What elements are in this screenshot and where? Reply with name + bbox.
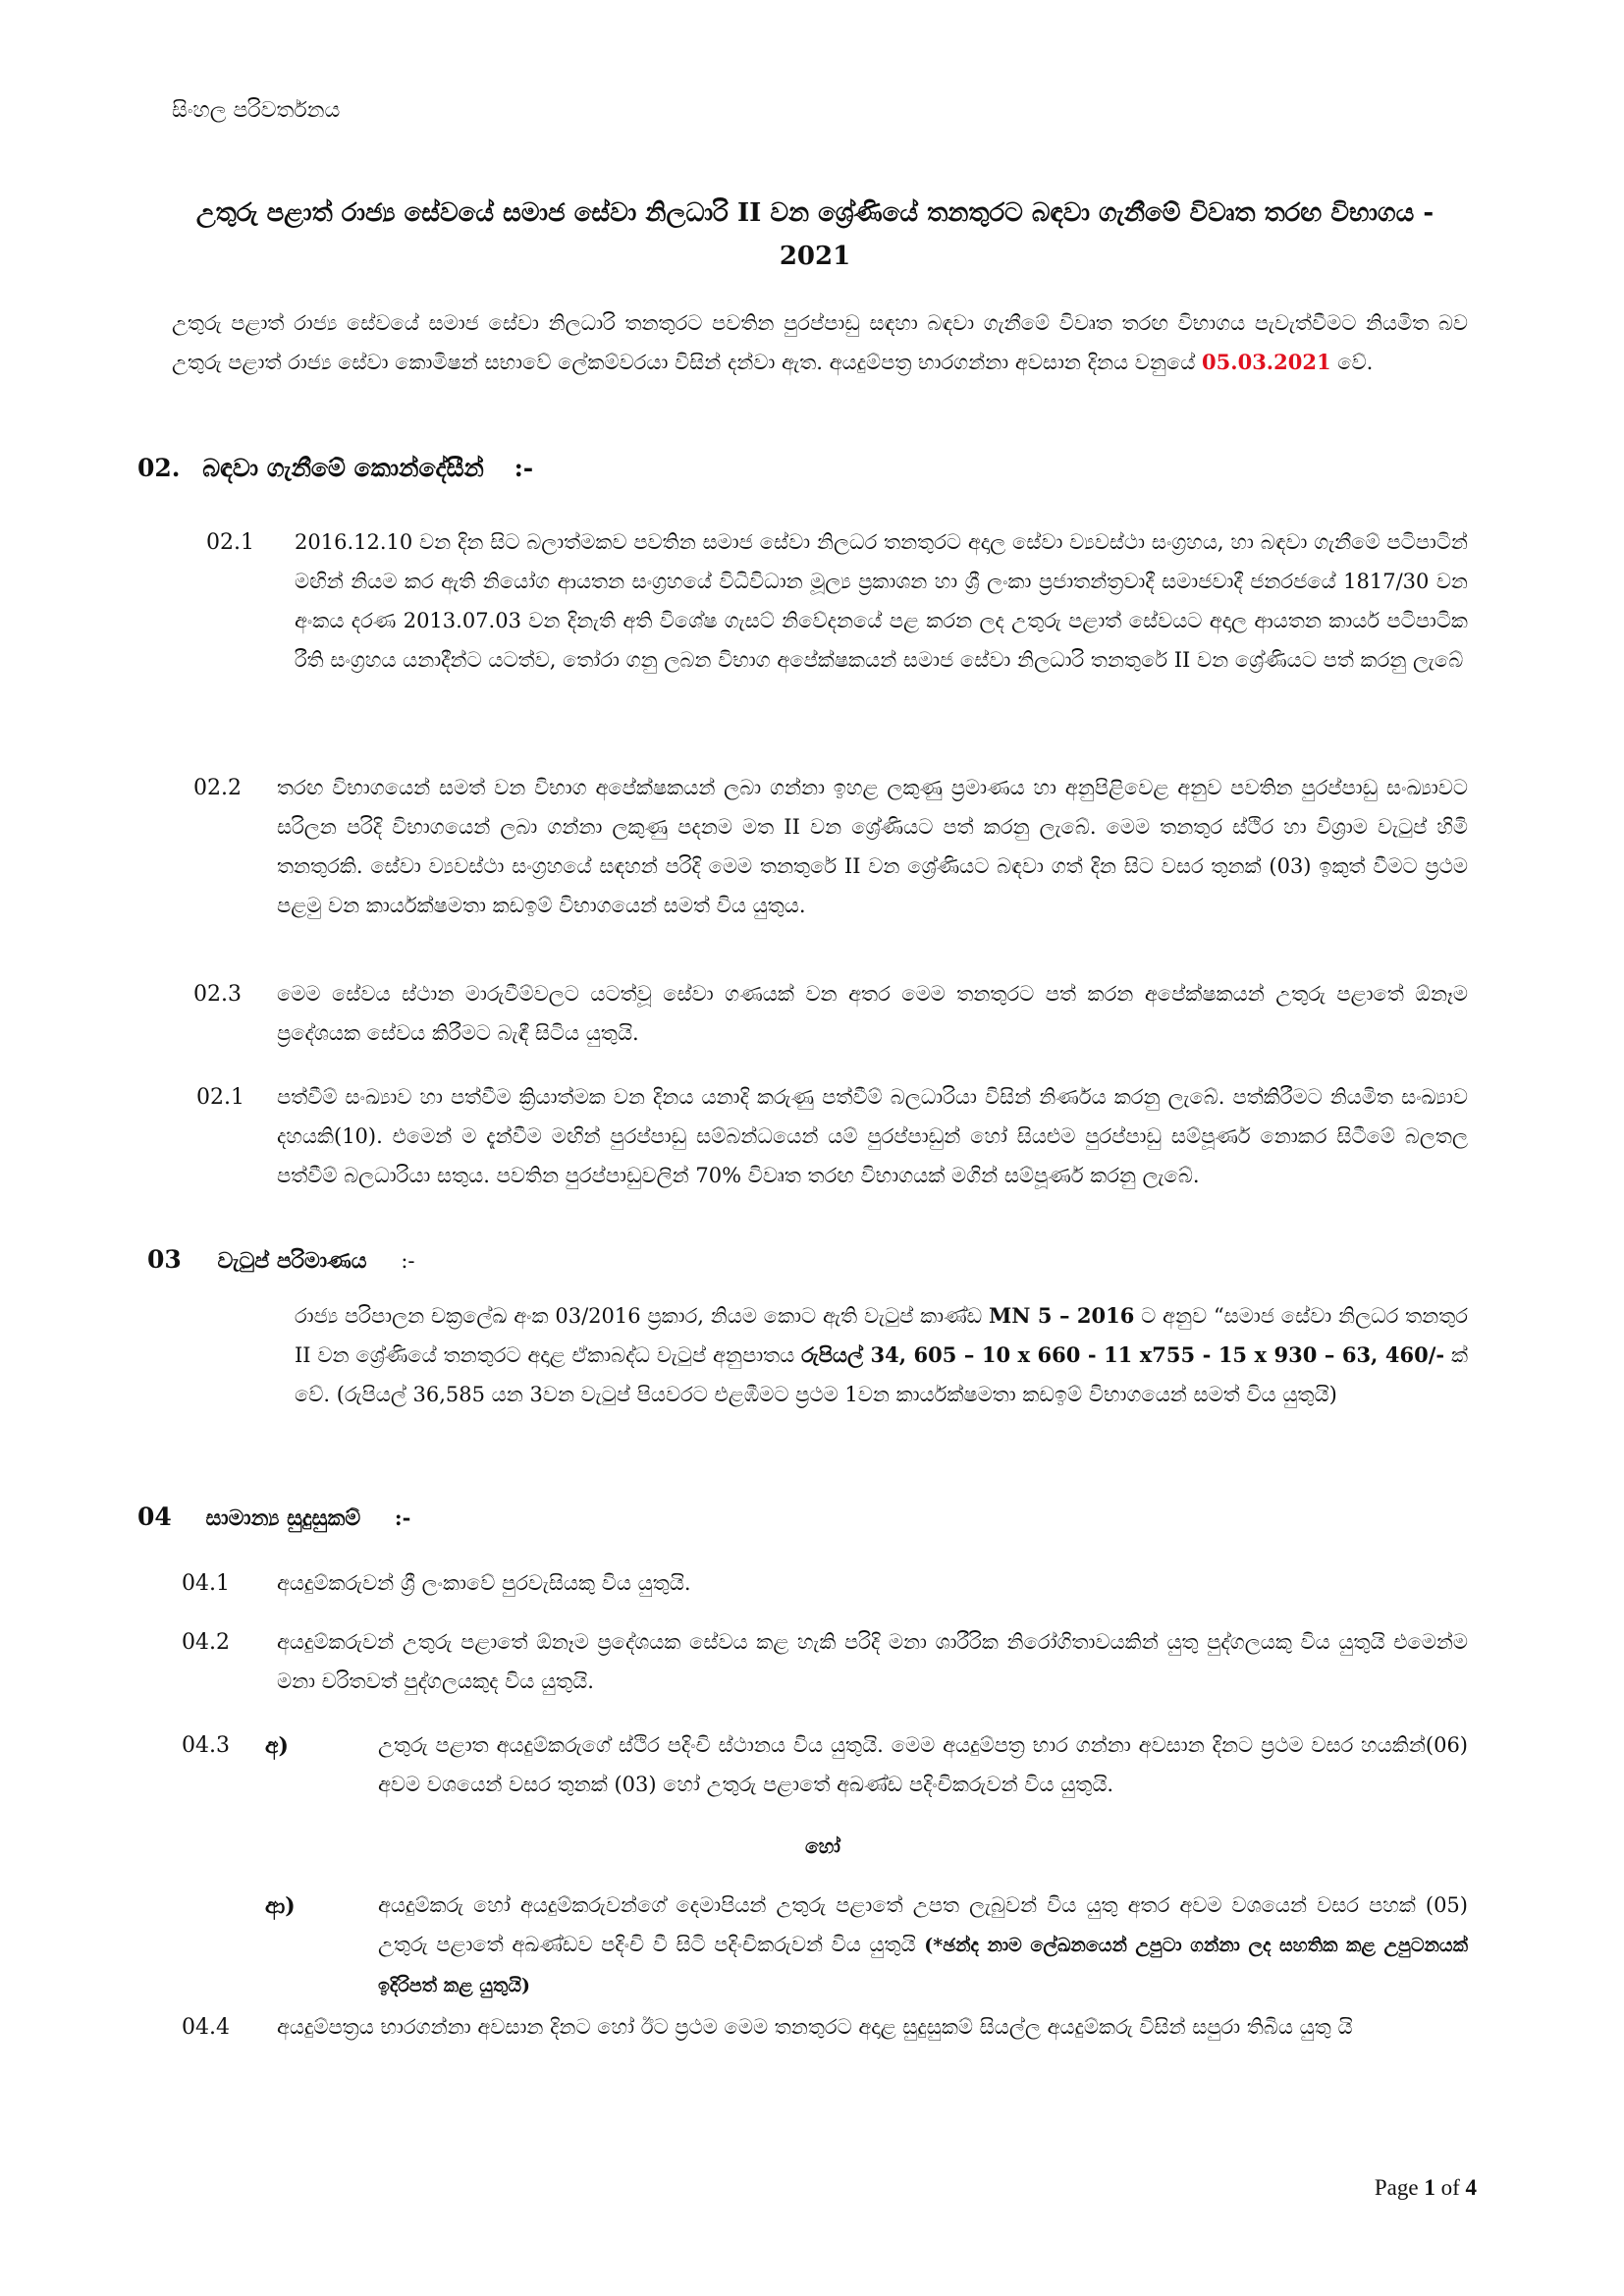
item-02-4-number: 02.1 xyxy=(196,1085,244,1110)
intro-text: උතුරු පළාත් රාජ්‍ය සේවයේ සමාජ සේවා නිලධාරි තනතුරට පවතින පුරප්පාඩු සඳහා බඳවා ගැනීමේ විවෘත තරඟ විභාගය පැවැත්වීමට නියමිත බව උතුරු පළාත් රාජ්‍ය සේවා කොමිෂන් සභාවේ ලේකම්වරයා විසින් දන්වා ඇත. අයදුම්පත්‍ර භාරගන්නා අවසාන දිනය වනුයේ xyxy=(172,311,1468,374)
section-02-heading xyxy=(137,454,533,483)
section-04-suffix: :- xyxy=(394,1505,411,1530)
page-total: 4 xyxy=(1465,2175,1477,2200)
salary-text-b: ට අනුව “සමාජ සේවා නිලධර තනතුර II වන ශ්‍රේණියේ තනතුරට අදාළ ඒකාබද්ධ වැටුප් අනුපාතය xyxy=(295,1304,1468,1367)
language-note: සිංහල පරිවර්තනය xyxy=(172,98,341,123)
item-04-1-number: 04.1 xyxy=(182,1571,230,1596)
page-of-label: of xyxy=(1440,2175,1460,2200)
salary-text-a: රාජ්‍ය පරිපාලන චක්‍රලේඛ අංක 03/2016 ප්‍රකාර, නියම කොට ඇති වැටුප් කාණ්ඩ xyxy=(295,1304,983,1328)
section-03-number: 03 xyxy=(147,1245,182,1274)
item-04-3-b-body: අයදුම්කරු හෝ අයදුම්කරුවන්ගේ දෙමාපියන් උතුරු පළාතේ උපත ලැබුවන් විය යුතු අතර අවම වශයෙන් වසර පහක් (05) උතුරු පළාතේ අඛණ්ඩව පදිංචි වී සිටි පදිංචිකරුවන් විය යුතුයි xyxy=(378,1893,1468,1956)
item-04-3-b-note: (*ඡන්ද නාම ලේඛනයෙන් උපුටා ගන්නා ලද සහතික කළ උපුටනයක් ඉදිරිපත් කළ යුතුයි) xyxy=(378,1935,1468,1996)
section-03-heading xyxy=(147,1245,415,1274)
item-02-2-number: 02.2 xyxy=(193,776,242,800)
section-02-title: බඳවා ගැනීමේ කොන්දේසීන් xyxy=(202,454,484,482)
page-label: Page xyxy=(1374,2175,1419,2200)
section-04-title: සාමාන්‍ය සුදුසුකම් xyxy=(205,1505,361,1531)
item-02-3-text: මෙම සේවය ස්ථාන මාරුවීම්වලට යටත්වූ සේවා ගණයක් වන අතර මෙම තනතුරට පත් කරන අපේක්ෂකයන් උතුරු පළාතේ ඕනෑම ප්‍රදේශයක සේවය කිරීමට බැඳී සිටිය යුතුයි. xyxy=(277,982,1468,1045)
section-03-title: වැටුප් පරිමාණය xyxy=(217,1248,367,1274)
item-04-2-number: 04.2 xyxy=(182,1630,230,1655)
item-04-4-number: 04.4 xyxy=(182,2015,230,2040)
item-04-4-text: අයදුම්පත්‍රය භාරගන්නා අවසාන දිනට හෝ ඊට ප්‍රථම මෙම තනතුරට අදාළ සුදුසුකම් සියල්ල අයදුම්කරු විසින් සපුරා තිබිය යුතු යි xyxy=(277,2015,1353,2039)
section-02-number: 02. xyxy=(137,454,181,482)
intro-tail: වේ. xyxy=(1337,351,1374,374)
section-04-number: 04 xyxy=(137,1503,172,1531)
section-03-text xyxy=(295,1296,1468,1414)
item-04-1-text: අයදුම්කරුවන් ශ්‍රී ලංකාවේ පුරවැසියකු විය යුතුයි. xyxy=(277,1571,691,1595)
section-02-suffix: :- xyxy=(514,454,534,482)
page-current: 1 xyxy=(1424,2175,1435,2200)
item-02-1-number: 02.1 xyxy=(206,530,254,555)
item-04-3-a-text: උතුරු පළාත අයදුම්කරුගේ ස්ථිර පදිංචි ස්ථානය විය යුතුයි. මෙම අයදුම්පත්‍ර භාර ගන්නා අවසාන දිනට ප්‍රථම වසර හයකින්(06) අවම වශයෙන් වසර තුනක් (03) හෝ උතුරු පළාතේ අඛණ්ඩ පදිංචිකරුවන් විය යුතුයි. xyxy=(378,1733,1468,1796)
item-04-2-text: අයදුම්කරුවන් උතුරු පළාතේ ඕනෑම ප්‍රදේශයක සේවය කළ හැකි පරිදි මනා ශාරීරික නිරෝගිතාවයකින් යුතු පුද්ගලයකු විය යුතුයි එමෙන්ම මනා චරිතවත් පුද්ගලයකුද විය යුතුයි. xyxy=(277,1630,1468,1693)
item-04-3-number: 04.3 xyxy=(182,1733,230,1758)
salary-text-c: ක් වේ. (රුපියල් 36,585 යන 3වන වැටුප් පියවරට එළඹීමට ප්‍රථම 1වන කාර්යක්ෂමතා කඩඉම් විභාගයෙන් සමත් විය යුතුයි) xyxy=(295,1343,1468,1406)
page-number xyxy=(1375,2175,1477,2201)
item-02-2-text: තරඟ විභාගයෙන් සමත් වන විභාග අපේක්ෂකයන් ලබා ගන්නා ඉහළ ලකුණු ප්‍රමාණය හා අනුපිළිවෙළ අනුව පවතින පුරප්පාඩු සංඛ්‍යාවට සරිලන පරිදි විභාගයෙන් ලබා ගන්නා ලකුණු පදනම මත II වන ශ්‍රේණියට පත් කරනු ලැබේ. මෙම තනතුර ස්ථිර හා විශ්‍රාම වැටුප් හිමි තනතුරකි. සේවා ව්‍යවස්ථා සංග්‍රහයේ සඳහන් පරිදි මෙම තනතුරේ II වන ශ්‍රේණියට බඳවා ගත් දින සිට වසර තුනක් (03) ඉකුත් වීමට ප්‍රථම පළමු වන කාර්යක්ෂමතා කඩඉම් විභාගයෙන් සමත් විය යුතුය. xyxy=(277,776,1468,917)
item-04-3-a-label: අ) xyxy=(265,1733,289,1759)
page-title: උතුරු පළාත් රාජ්‍ය සේවයේ සමාජ සේවා නිලධාරි II වන ශ්‍රේණියේ තනතුරට බඳවා ගැනීමේ විවෘත තරඟ විභාගය - 2021 xyxy=(195,198,1435,271)
item-02-4-text: පත්වීම් සංඛ්‍යාව හා පත්වීම ක්‍රියාත්මක වන දිනය යනාදි කරුණු පත්වීම් බලධාරියා විසින් නිර්ණය කරනු ලැබේ. පත්කිරීමට නියමිත සංඛ්‍යාව දහයකි(10). එමෙන් ම දැන්වීම මඟින් පුරප්පාඩු සම්බන්ධයෙන් යම් පුරප්පාඩුන් හෝ සියළුම පුරප්පාඩු සම්පූර්ණ නොකර සිටීමේ බලතල පත්වීම් බලධාරියා සතුය. පවතින පුරප්පාඩුවලින් 70% විවෘත තරඟ විභාගයක් මගින් සම්පූර්ණ කරනු ලැබේ. xyxy=(277,1085,1468,1187)
item-04-3-or: හෝ xyxy=(805,1834,840,1858)
salary-scale: රුපියල් 34, 605 – 10 x 660 - 11 x755 - 15 x 930 – 63, 460/- xyxy=(801,1342,1445,1367)
item-02-3-number: 02.3 xyxy=(193,982,242,1007)
intro-paragraph xyxy=(172,304,1468,382)
item-04-3-b-text xyxy=(378,1886,1468,2005)
salary-code: MN 5 – 2016 xyxy=(989,1303,1135,1328)
item-02-1-text: 2016.12.10 වන දින සිට බලාත්මකව පවතින සමාජ සේවා නිලධර තනතුරට අදාල සේවා ව්‍යවස්ථා සංග්‍රහය, හා බඳවා ගැනීමේ පටිපාටින් මඟින් නියම කර ඇති නියෝග ආයතන සංග්‍රහයේ විධිවිධාන මූල්‍ය ප්‍රකාශන හා ශ්‍රී ලංකා ප්‍රජාතන්ත්‍රවාදී සමාජවාදී ජනරජයේ 1817/30 වන අංකය දරණ 2013.07.03 වන දිනැති අති විශේෂ ගැසට් නිවේදනයේ පළ කරන ලද උතුරු පළාත් සේවයට අදාල ආයතන කාර්ය පටිපාටික රීති සංග්‍රහය යනාදීන්ට යටත්ව, තෝරා ගනු ලබන විභාග අපේක්ෂකයන් සමාජ සේවා නිලධාරි තනතුරේ II වන ශ්‍රේණියට පත් කරනු ලැබේ xyxy=(295,530,1468,672)
item-04-3-b-label: ආ) xyxy=(265,1893,296,1919)
section-04-heading xyxy=(137,1503,410,1531)
section-03-suffix: :- xyxy=(401,1249,415,1273)
deadline-date: 05.03.2021 xyxy=(1202,350,1331,374)
